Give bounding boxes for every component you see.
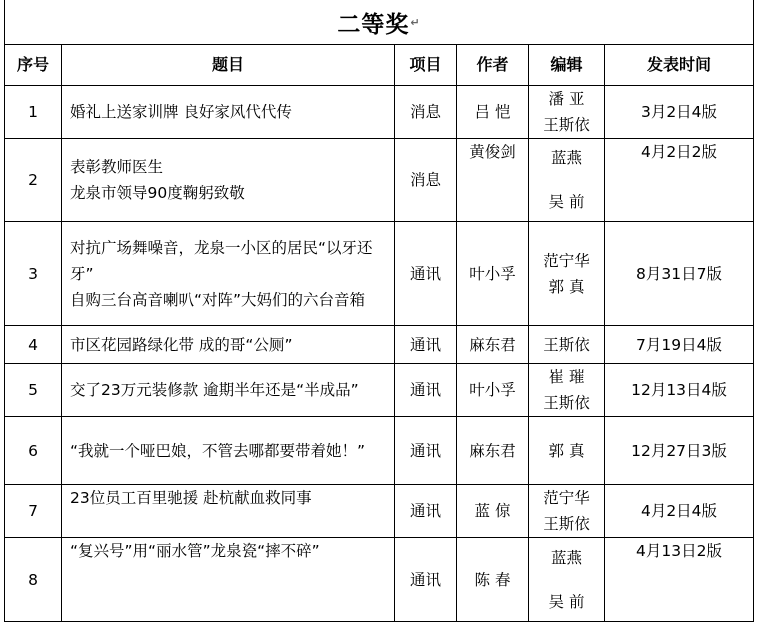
cell-title: “我就一个哑巴娘，不管去哪都要带着她！” bbox=[62, 417, 395, 485]
header-no: 序号 bbox=[5, 45, 62, 86]
cell-author: 蓝 倞 bbox=[457, 485, 529, 538]
header-type: 项目 bbox=[395, 45, 457, 86]
cell-type: 通讯 bbox=[395, 364, 457, 417]
cell-title: 婚礼上送家训牌 良好家风代代传 bbox=[62, 86, 395, 139]
cell-date: 12月13日4版 bbox=[605, 364, 754, 417]
cell-author: 麻东君 bbox=[457, 417, 529, 485]
header-author: 作者 bbox=[457, 45, 529, 86]
cell-author: 黄俊剑 bbox=[457, 139, 529, 222]
award-table bbox=[4, 44, 754, 622]
cell-no: 5 bbox=[5, 364, 62, 417]
cell-editor: 潘 亚 王斯依 bbox=[529, 86, 605, 139]
table-row bbox=[5, 485, 754, 538]
paragraph-mark-icon: ↵ bbox=[410, 15, 421, 29]
cell-editor: 蓝燕 吴 前 bbox=[529, 139, 605, 222]
cell-no: 2 bbox=[5, 139, 62, 222]
cell-date: 7月19日4版 bbox=[605, 326, 754, 364]
cell-author: 吕 恺 bbox=[457, 86, 529, 139]
cell-title: 市区花园路绿化带 成的哥“公厕” bbox=[62, 326, 395, 364]
cell-type: 消息 bbox=[395, 86, 457, 139]
cell-date: 4月2日4版 bbox=[605, 485, 754, 538]
cell-no: 8 bbox=[5, 538, 62, 622]
cell-no: 1 bbox=[5, 86, 62, 139]
award-title-text: 二等奖 bbox=[337, 11, 410, 38]
cell-date: 12月27日3版 bbox=[605, 417, 754, 485]
award-title bbox=[4, 0, 754, 44]
cell-no: 3 bbox=[5, 222, 62, 326]
header-date: 发表时间 bbox=[605, 45, 754, 86]
cell-title: 对抗广场舞噪音，龙泉一小区的居民“以牙还牙” 自购三台高音喇叭“对阵”大妈们的六台音箱 bbox=[62, 222, 395, 326]
table-row bbox=[5, 326, 754, 364]
cell-editor: 郭 真 bbox=[529, 417, 605, 485]
cell-type: 通讯 bbox=[395, 222, 457, 326]
cell-type: 消息 bbox=[395, 139, 457, 222]
table-row bbox=[5, 364, 754, 417]
cell-no: 4 bbox=[5, 326, 62, 364]
cell-date: 4月13日2版 bbox=[605, 538, 754, 622]
cell-author: 麻东君 bbox=[457, 326, 529, 364]
cell-type: 通讯 bbox=[395, 485, 457, 538]
table-row bbox=[5, 86, 754, 139]
cell-editor: 蓝燕 吴 前 bbox=[529, 538, 605, 622]
cell-date: 3月2日4版 bbox=[605, 86, 754, 139]
cell-author: 叶小孚 bbox=[457, 222, 529, 326]
cell-author: 叶小孚 bbox=[457, 364, 529, 417]
header-editor: 编辑 bbox=[529, 45, 605, 86]
cell-date: 4月2日2版 bbox=[605, 139, 754, 222]
cell-editor: 范宁华 王斯依 bbox=[529, 485, 605, 538]
cell-title: 表彰教师医生 龙泉市领导90度鞠躬致敬 bbox=[62, 139, 395, 222]
cell-editor: 崔 璀 王斯依 bbox=[529, 364, 605, 417]
table-row bbox=[5, 417, 754, 485]
cell-editor: 王斯依 bbox=[529, 326, 605, 364]
table-row bbox=[5, 222, 754, 326]
cell-type: 通讯 bbox=[395, 417, 457, 485]
table-header-row bbox=[5, 45, 754, 86]
cell-no: 6 bbox=[5, 417, 62, 485]
header-title: 题目 bbox=[62, 45, 395, 86]
cell-editor: 范宁华 郭 真 bbox=[529, 222, 605, 326]
cell-type: 通讯 bbox=[395, 326, 457, 364]
cell-no: 7 bbox=[5, 485, 62, 538]
cell-type: 通讯 bbox=[395, 538, 457, 622]
table-row bbox=[5, 538, 754, 622]
cell-title: 交了23万元装修款 逾期半年还是“半成品” bbox=[62, 364, 395, 417]
cell-date: 8月31日7版 bbox=[605, 222, 754, 326]
cell-title: 23位员工百里驰援 赴杭献血救同事 bbox=[62, 485, 395, 538]
cell-author: 陈 春 bbox=[457, 538, 529, 622]
table-row bbox=[5, 139, 754, 222]
cell-title: “复兴号”用“丽水管”龙泉瓷“摔不碎” bbox=[62, 538, 395, 622]
